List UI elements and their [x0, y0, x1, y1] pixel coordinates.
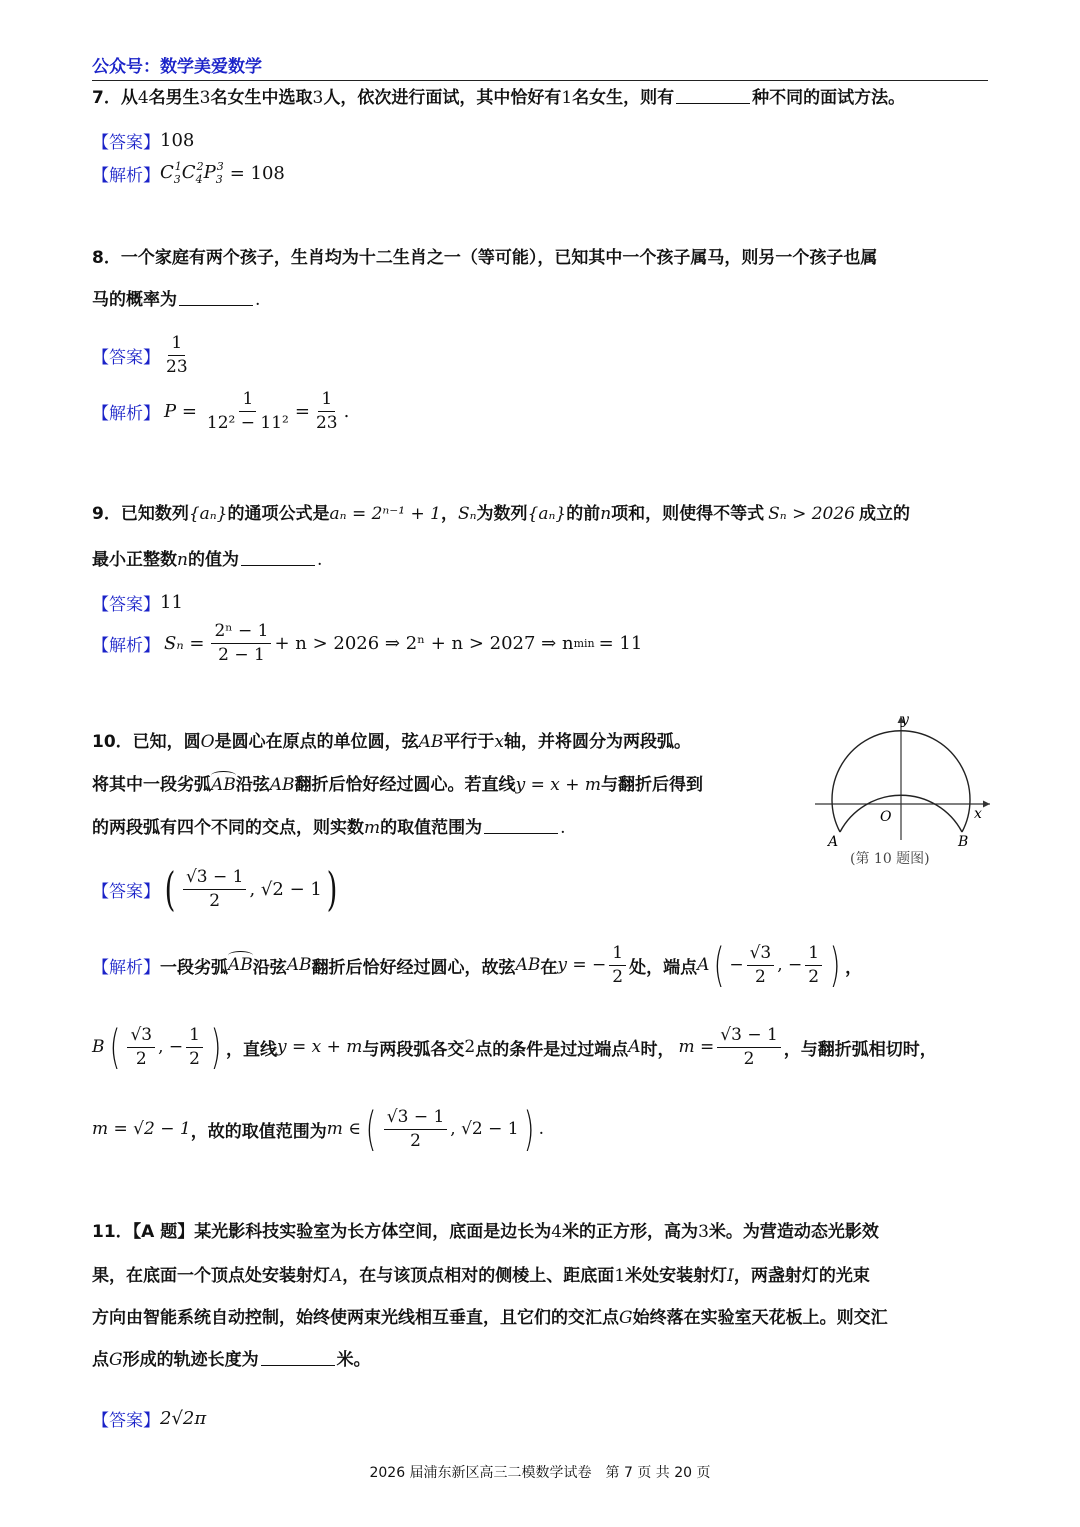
- answer-blank: [676, 102, 750, 104]
- q11-stem-line2: 果，在底面一个顶点处安装射灯A，在与该顶点相对的侧棱上、距底面1米处安装射灯I，两盏射灯的光束: [92, 1266, 870, 1286]
- point-a-label: A: [828, 834, 839, 850]
- q8-stem-line2: 马的概率为 .: [92, 290, 261, 310]
- q11-stem-line1: 11．【A 题】某光影科技实验室为长方体空间，底面是边长为4米的正方形，高为3米。为营造动态光影效: [92, 1222, 879, 1242]
- q10-stem-line2: 将其中一段劣弧AB沿弦AB翻折后恰好经过圆心。若直线y = x + m与翻折后得到: [92, 775, 703, 795]
- point-b-label: B: [958, 834, 969, 850]
- y-label: y: [901, 712, 909, 728]
- answer-value: 108: [160, 130, 195, 151]
- explain-tag: 【解析】: [92, 165, 160, 186]
- q10-explanation-line1: 【解析】 一段劣弧 AB 沿弦 AB 翻折后恰好经过圆心，故弦 AB 在 y = − $\frac{1}{2}$ 处，端点 A ( − $\frac{√3}{2}$ , − $\frac{1}{2}$ ) ，: [92, 938, 863, 992]
- q9-answer: 【答案】 11: [92, 592, 183, 615]
- figure-caption: (第 10 题图): [850, 851, 930, 867]
- q8-stem-line1: 8．一个家庭有两个孩子，生肖均为十二生肖之一（等可能），已知其中一个孩子属马，则另一个孩子也属: [92, 248, 878, 268]
- q11-stem-line4: 点G形成的轨迹长度为 米。: [92, 1350, 371, 1370]
- answer-fraction: $\frac{1}{23}$: [166, 333, 188, 377]
- q9-stem-line2: 最小正整数n的值为 .: [92, 550, 323, 570]
- q10-explanation-line2: B ( $\frac{√3}{2}$ , − $\frac{1}{2}$ ) ，直线 y = x + m 与两段弧各交 2 点的条件是过过端点 A 时， m = $\frac{√3 - 1}{2}$ ，与翻折弧相切时，: [92, 1020, 937, 1074]
- q10-figure: [810, 710, 1000, 870]
- q11-answer: 【答案】 2√2π: [92, 1408, 207, 1431]
- q8-explanation: 【解析】 P = $\frac{1}{\text{12² − 11²}}$ = $\frac{1}{23}$ .: [92, 389, 350, 433]
- header-title: 公众号：数学美爱数学: [92, 57, 262, 77]
- answer-blank: [261, 1364, 335, 1366]
- q11-stem-line3: 方向由智能系统自动控制，始终使两束光线相互垂直，且它们的交汇点G始终落在实验室天花板上。则交汇: [92, 1308, 888, 1328]
- answer-blank: [484, 832, 558, 834]
- q7-stem: 7．从4名男生3名女生中选取3人，依次进行面试，其中恰好有1名女生，则有 种不同的面试方法。: [92, 88, 906, 108]
- q10-answer: 【答案】 ( $\frac{√3 - 1}{2}$ , √2 − 1 ): [92, 862, 338, 916]
- x-label: x: [974, 806, 982, 822]
- origin-label: O: [880, 809, 892, 825]
- q10-explanation-line3: m = √2 − 1 ，故的取值范围为 m ∈ ( $\frac{√3 - 1}{2}$ , √2 − 1 ) .: [92, 1102, 544, 1156]
- q7-combination-formula: $C_3^1C_4^2P_3^3$: [160, 160, 224, 186]
- q9-explanation: 【解析】 Sₙ = $\frac{\text{2ⁿ − 1}}{2 - 1}$ + n > 2026 ⇒ 2ⁿ + n > 2027 ⇒ n min = 11: [92, 621, 643, 665]
- q7-answer: [92, 128, 194, 153]
- answer-blank: [179, 304, 253, 306]
- q8-answer: 【答案】 $\frac{1}{23}$: [92, 334, 194, 376]
- answer-blank: [241, 564, 315, 566]
- q9-stem-line1: 9．已知数列{aₙ}的通项公式是aₙ = 2ⁿ⁻¹ + 1，Sₙ为数列{aₙ}的前n项和，则使得不等式 Sₙ > 2026 成立的: [92, 504, 910, 524]
- page-footer: 2026 届浦东新区高三二模数学试卷 第 7 页 共 20 页: [369, 1465, 711, 1481]
- q7-explanation: 【解析】 $C_3^1C_4^2P_3^3$ = 108: [92, 160, 285, 186]
- answer-tag: 【答案】: [92, 133, 160, 153]
- header-divider: [92, 80, 988, 81]
- q10-stem-line1: 10．已知，圆O是圆心在原点的单位圆，弦AB平行于x轴，并将圆分为两段弧。: [92, 732, 691, 752]
- q10-stem-line3: 的两段弧有四个不同的交点，则实数m的取值范围为 .: [92, 818, 566, 838]
